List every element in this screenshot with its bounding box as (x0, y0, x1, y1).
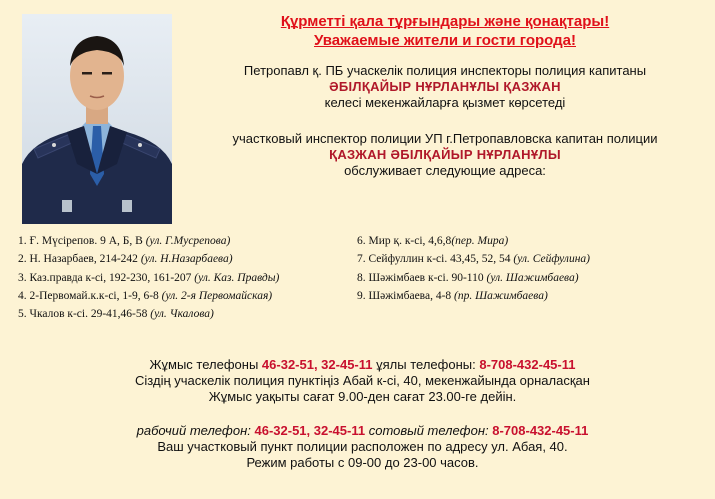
address-item: 2. Н. Назарбаев, 214-242 (ул. Н.Назарбаева) (18, 253, 233, 266)
kz-mobile-phone: 8-708-432-45-11 (479, 357, 576, 372)
address-item: 5. Чкалов к-сі. 29-41,46-58 (ул. Чкалова) (18, 308, 214, 321)
kz-phone-line: Жұмыс телефоны 46-32-51, 32-45-11 ұялы телефоны: 8-708-432-45-11 (149, 357, 576, 372)
title-russian: Уважаемые жители и гости города! (314, 32, 576, 49)
ru-officer-name: ҚАЗЖАН ӘБІЛҚАЙЫР НҰРЛАНҰЛЫ (329, 147, 561, 162)
ru-intro-line1: участковый инспектор полиции УП г.Петропавловска капитан полиции (232, 131, 658, 146)
header-section (190, 12, 700, 179)
officer-portrait-image (22, 14, 172, 224)
address-item: 4. 2-Первомай.к.к-сі, 1-9, 6-8 (ул. 2-я Первомайская) (18, 289, 273, 302)
kz-location-line: Сіздің учаскелік полиция пунктіңіз Абай к-сі, 40, мекенжайында орналасқан (135, 373, 590, 389)
kazakh-intro (190, 63, 700, 111)
ru-work-phones: 46-32-51, 32-45-11 (254, 422, 366, 438)
russian-intro (190, 131, 700, 179)
address-item: 7. Сейфуллин к-сі. 43,45, 52, 54 (ул. Сейфулина) (357, 253, 590, 266)
address-item: 1. Ғ. Мүсірепов. 9 А, Б, В (ул. Г.Мусрепова) (18, 235, 231, 247)
kz-work-phones: 46-32-51, 32-45-11 (261, 357, 373, 372)
ru-phone-line: рабочий телефон: 46-32-51, 32-45-11 сотовый телефон: 8-708-432-45-11 (136, 422, 589, 438)
ru-hours-line: Режим работы с 09-00 до 23-00 часов. (246, 455, 479, 471)
kz-hours-line: Жұмыс уақыты сағат 9.00-ден сағат 23.00-ге дейін. (208, 389, 517, 405)
address-item: 3. Каз.правда к-сі, 192-230, 161-207 (ул. Каз. Правды) (18, 271, 280, 284)
ru-intro-line3: обслуживает следующие адреса: (344, 163, 546, 178)
address-list-right (357, 232, 590, 305)
address-item: 6. Мир қ. к-сі, 4,6,8(пер. Мира) (357, 235, 509, 247)
address-item: 8. Шәжімбаев к-сі. 90-110 (ул. Шажимбаева) (357, 271, 579, 284)
address-item: 9. Шәжімбаева, 4-8 (пр. Шажимбаева) (357, 289, 548, 302)
ru-mobile-phone: 8-708-432-45-11 (492, 422, 589, 438)
kz-intro-line3: келесі мекенжайларға қызмет көрсетеді (324, 95, 566, 110)
kz-officer-name: ӘБІЛҚАЙЫР НҰРЛАНҰЛЫ ҚАЗЖАН (329, 79, 561, 94)
kz-intro-line1: Петропавл қ. ПБ учаскелік полиция инспекторы полиция капитаны (243, 63, 647, 78)
ru-location-line: Ваш участковый пункт полиции расположен по адресу ул. Абая, 40. (157, 438, 568, 454)
officer-photo (22, 14, 172, 224)
address-list-left (18, 232, 279, 323)
contact-footer (20, 357, 705, 471)
title-kazakh: Құрметті қала тұрғындары және қонақтары! (280, 13, 610, 30)
